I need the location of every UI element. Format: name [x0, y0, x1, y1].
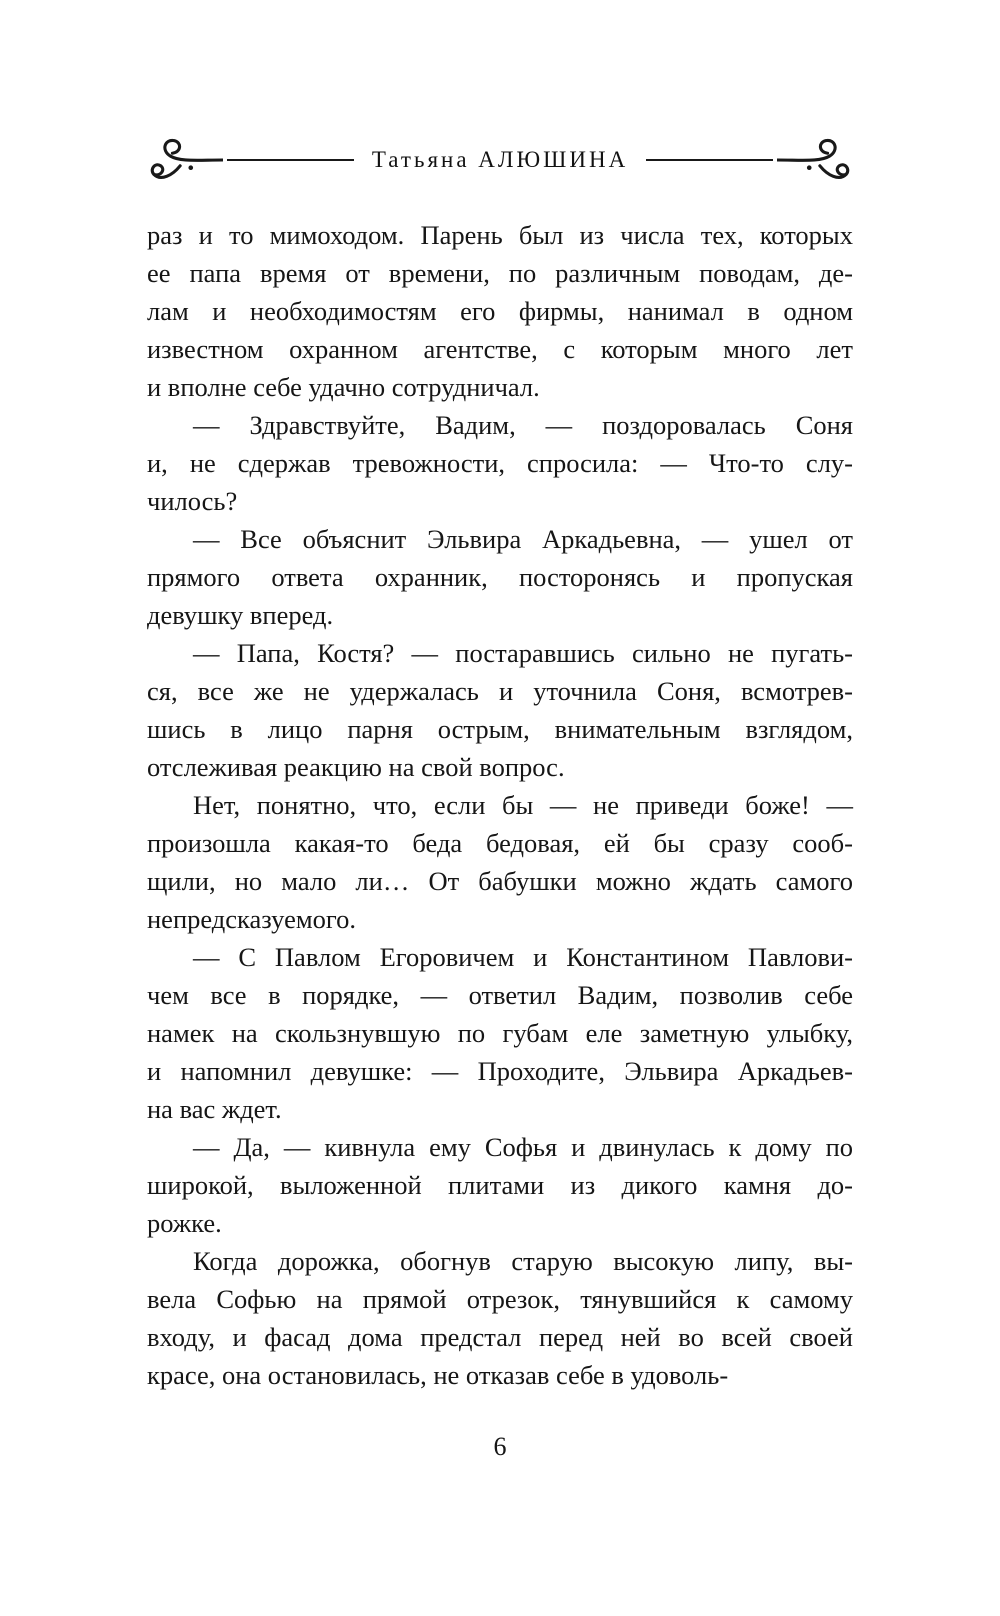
text-line: отслеживая реакцию на свой вопрос. [147, 752, 565, 782]
text-line: раз и то мимоходом. Парень был из числа тех, которых [147, 220, 853, 250]
paragraph [147, 1242, 853, 1394]
paragraph [147, 406, 853, 520]
text-line: прямого ответа охранник, посторонясь и пропуская [147, 562, 853, 592]
text-line: вела Софью на прямой отрезок, тянувшийся к самому [147, 1284, 853, 1314]
paragraph [147, 520, 853, 634]
author-name: Татьяна АЛЮШИНА [371, 147, 629, 172]
text-line: и, не сдержав тревожности, спросила: — Что-то слу- [147, 448, 853, 478]
text-line: на вас ждет. [147, 1094, 282, 1124]
text-line: — Здравствуйте, Вадим, — поздоровалась Соня [193, 410, 853, 440]
text-line: известном охранном агентстве, с которым много лет [147, 334, 853, 364]
text-line: входу, и фасад дома предстал перед ней во всей своей [147, 1322, 853, 1352]
text-line: произошла какая-то беда бедовая, ей бы сразу сооб- [147, 828, 853, 858]
text-line: и напомнил девушке: — Проходите, Эльвира Аркадьев- [147, 1056, 853, 1086]
text-line: лам и необходимостям его фирмы, нанимал в одном [147, 296, 853, 326]
text-line: ся, все же не удержалась и уточнила Соня, всмотрев- [147, 676, 853, 706]
page-number: 6 [493, 1432, 507, 1461]
flourish-left-icon [145, 131, 223, 189]
header-rule-left [227, 159, 354, 161]
text-line: — Папа, Костя? — постаравшись сильно не пугать- [193, 638, 853, 668]
paragraph [147, 634, 853, 786]
page-header [145, 130, 855, 190]
text-line: красе, она остановилась, не отказав себе в удоволь- [147, 1360, 729, 1390]
body-text [147, 216, 853, 1394]
paragraph [147, 216, 853, 406]
header-rule-right [646, 159, 773, 161]
text-line: Нет, понятно, что, если бы — не приведи боже! — [193, 790, 853, 820]
text-line: девушку вперед. [147, 600, 334, 630]
text-line: чилось? [147, 486, 238, 516]
text-line: широкой, выложенной плитами из дикого камня до- [147, 1170, 853, 1200]
text-line: чем все в порядке, — ответил Вадим, позволив себе [147, 980, 853, 1010]
text-line: — Все объяснит Эльвира Аркадьевна, — ушел от [193, 524, 853, 554]
text-line: Когда дорожка, обогнув старую высокую липу, вы- [193, 1246, 853, 1276]
text-line: и вполне себе удачно сотрудничал. [147, 372, 540, 402]
text-line: шись в лицо парня острым, внимательным взглядом, [147, 714, 853, 744]
text-line: рожке. [147, 1208, 222, 1238]
paragraph [147, 1128, 853, 1242]
flourish-right-icon [777, 131, 855, 189]
text-line: — Да, — кивнула ему Софья и двинулась к дому по [193, 1132, 853, 1162]
paragraph [147, 786, 853, 938]
text-line: ее папа время от времени, по различным поводам, де- [147, 258, 853, 288]
paragraph [147, 938, 853, 1128]
text-line: намек на скользнувшую по губам еле заметную улыбку, [147, 1018, 853, 1048]
text-line: — С Павлом Егоровичем и Константином Павлови- [193, 942, 853, 972]
text-line: щили, но мало ли… От бабушки можно ждать самого [147, 866, 853, 896]
text-line: непредсказуемого. [147, 904, 356, 934]
